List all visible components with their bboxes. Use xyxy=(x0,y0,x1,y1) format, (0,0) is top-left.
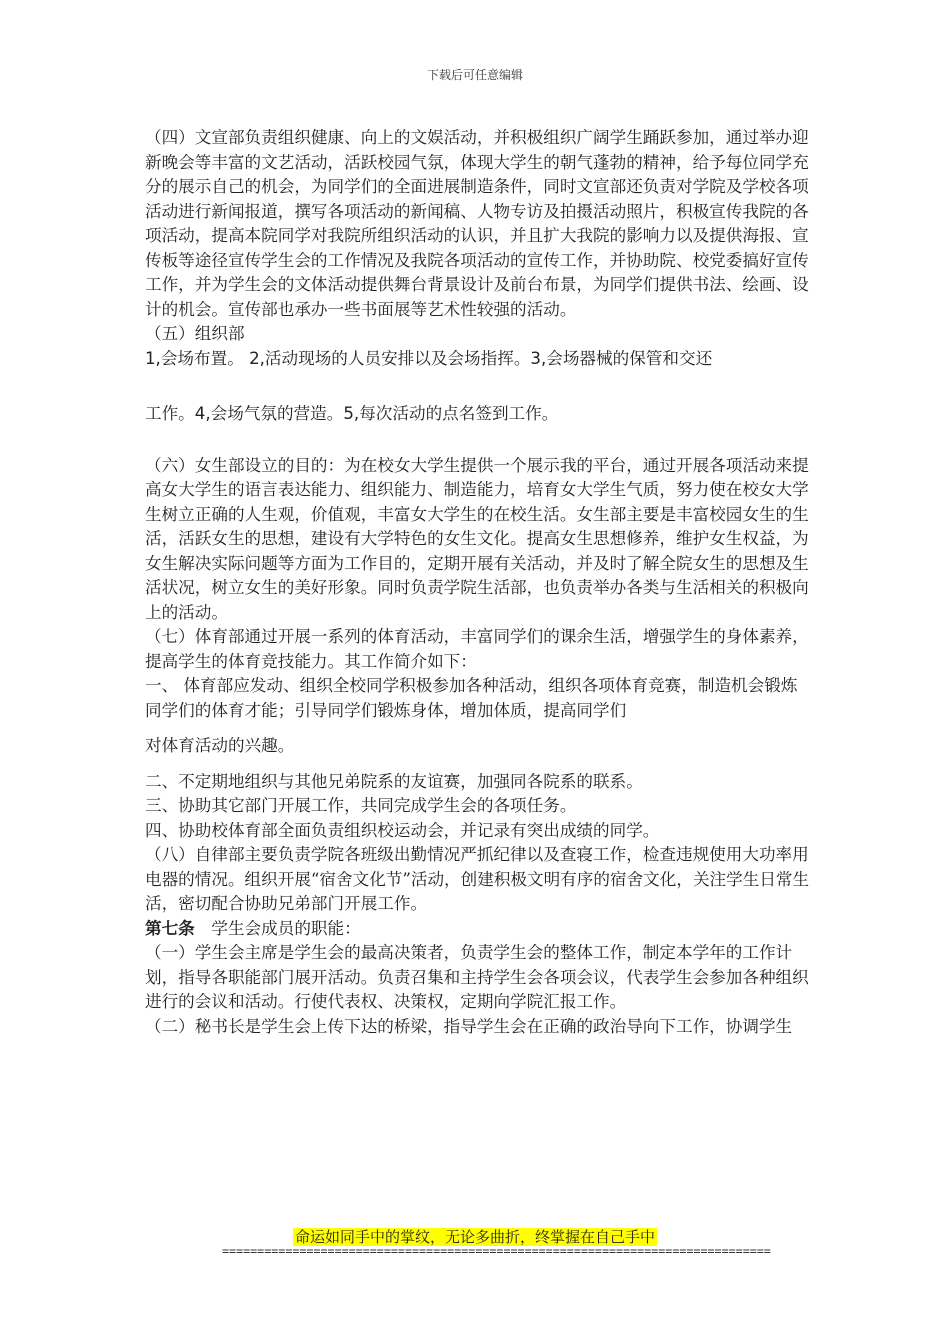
document-body xyxy=(145,126,810,1039)
article-7-label: 第七条 xyxy=(145,918,195,938)
paragraph-female-dept: （六）女生部设立的目的：为在校女大学生提供一个展示我的平台，通过开展各项活动来提高女大学生的语言表达能力、组织能力、制造能力，培育女大学生气质，努力使在校女大学生树立正确的人生观，价值观，丰富女大学生的在校生活。女生部主要是丰富校园女生的生活，活跃女生的思想，建设有大学特色的女生文化。提高女生思想修养，维护女生权益，为女生解决实际问题等方面为工作目的，定期开展有关活动，并及时了解全院女生的思想及生活状况，树立女生的美好形象。同时负责学院生活部，也负责举办各类与生活相关的积极向上的活动。 xyxy=(145,455,809,622)
sports-item-4: 四、协助校体育部全面负责组织校运动会，并记录有突出成绩的同学。 xyxy=(145,820,660,840)
article-7-text: 学生会成员的职能： xyxy=(194,918,361,938)
sports-item-2: 二、不定期地组织与其他兄弟院系的友谊赛，加强同各院系的联系。 xyxy=(145,771,643,791)
paragraph-discipline-dept: （八）自律部主要负责学院各班级出勤情况严抓纪律以及查寝工作，检查违规使用大功率用电器的情况。组织开展“宿舍文化节”活动，创建积极文明有序的宿舍文化，关注学生日常生活，密切配合协助兄弟部门开展工作。 xyxy=(145,845,810,913)
article-7-heading xyxy=(145,917,810,942)
footer-rule: ============================================================================== xyxy=(222,1244,771,1258)
paragraph-organization-line2: 工作。4,会场气氛的营造。5,每次活动的点名签到工作。 xyxy=(145,404,559,423)
paragraph-duty-secretary: （二）秘书长是学生会上传下达的桥梁，指导学生会在正确的政治导向下工作，协调学生 xyxy=(145,1016,793,1036)
paragraph-organization-line1: 1,会场布置。 2,活动现场的人员安排以及会场指挥。3,会场器械的保管和交还 xyxy=(145,348,713,368)
sports-item-1a: 一、 体育部应发动、组织全校同学积极参加各种活动，组织各项体育竞赛，制造机会锻炼同学们的体育才能；引导同学们锻炼身体，增加体质，提高同学们 xyxy=(145,676,798,720)
paragraph-duty-chairman: （一）学生会主席是学生会的最高决策者，负责学生会的整体工作，制定本学年的工作计划，指导各职能部门展开活动。负责召集和主持学生会各项会议，代表学生会参加各种组织进行的会议和活动。行使代表权、决策权，定期向学院汇报工作。 xyxy=(145,943,809,1011)
sports-item-1b: 对体育活动的兴趣。 xyxy=(145,736,295,755)
section-title-organization-dept: （五）组织部 xyxy=(145,324,245,343)
sports-item-3: 三、协助其它部门开展工作，共同完成学生会的各项任务。 xyxy=(145,796,577,815)
paragraph-propaganda-dept: （四）文宣部负责组织健康、向上的文娱活动，并积极组织广阔学生踊跃参加，通过举办迎新晚会等丰富的文艺活动，活跃校园气氛，体现大学生的朝气蓬勃的精神，给予每位同学充分的展示自己的机会，为同学们的全面进展制造条件，同时文宣部还负责对学院及学校各项活动进行新闻报道，撰写各项活动的新闻稿、人物专访及拍摄活动照片，积极宣传我院的各项活动，提高本院同学对我院所组织活动的认识，并且扩大我院的影响力以及提供海报、宣传板等途径宣传学生会的工作情况及我院各项活动的宣传工作，并协助院、校党委搞好宣传工作，并为学生会的文体活动提供舞台背景设计及前台布景，为同学们提供书法、绘画、设计的机会。宣传部也承办一些书面展等艺术性较强的活动。 xyxy=(145,128,809,319)
paragraph-sports-dept: （七）体育部通过开展一系列的体育活动，丰富同学们的课余生活，增强学生的身体素养，提高学生的体育竞技能力。其工作简介如下： xyxy=(145,627,809,671)
page-header: 下载后可任意编辑 xyxy=(426,68,523,82)
footer-highlight-text: 命运如同手中的掌纹，无论多曲折，终掌握在自己手中 xyxy=(294,1228,655,1246)
